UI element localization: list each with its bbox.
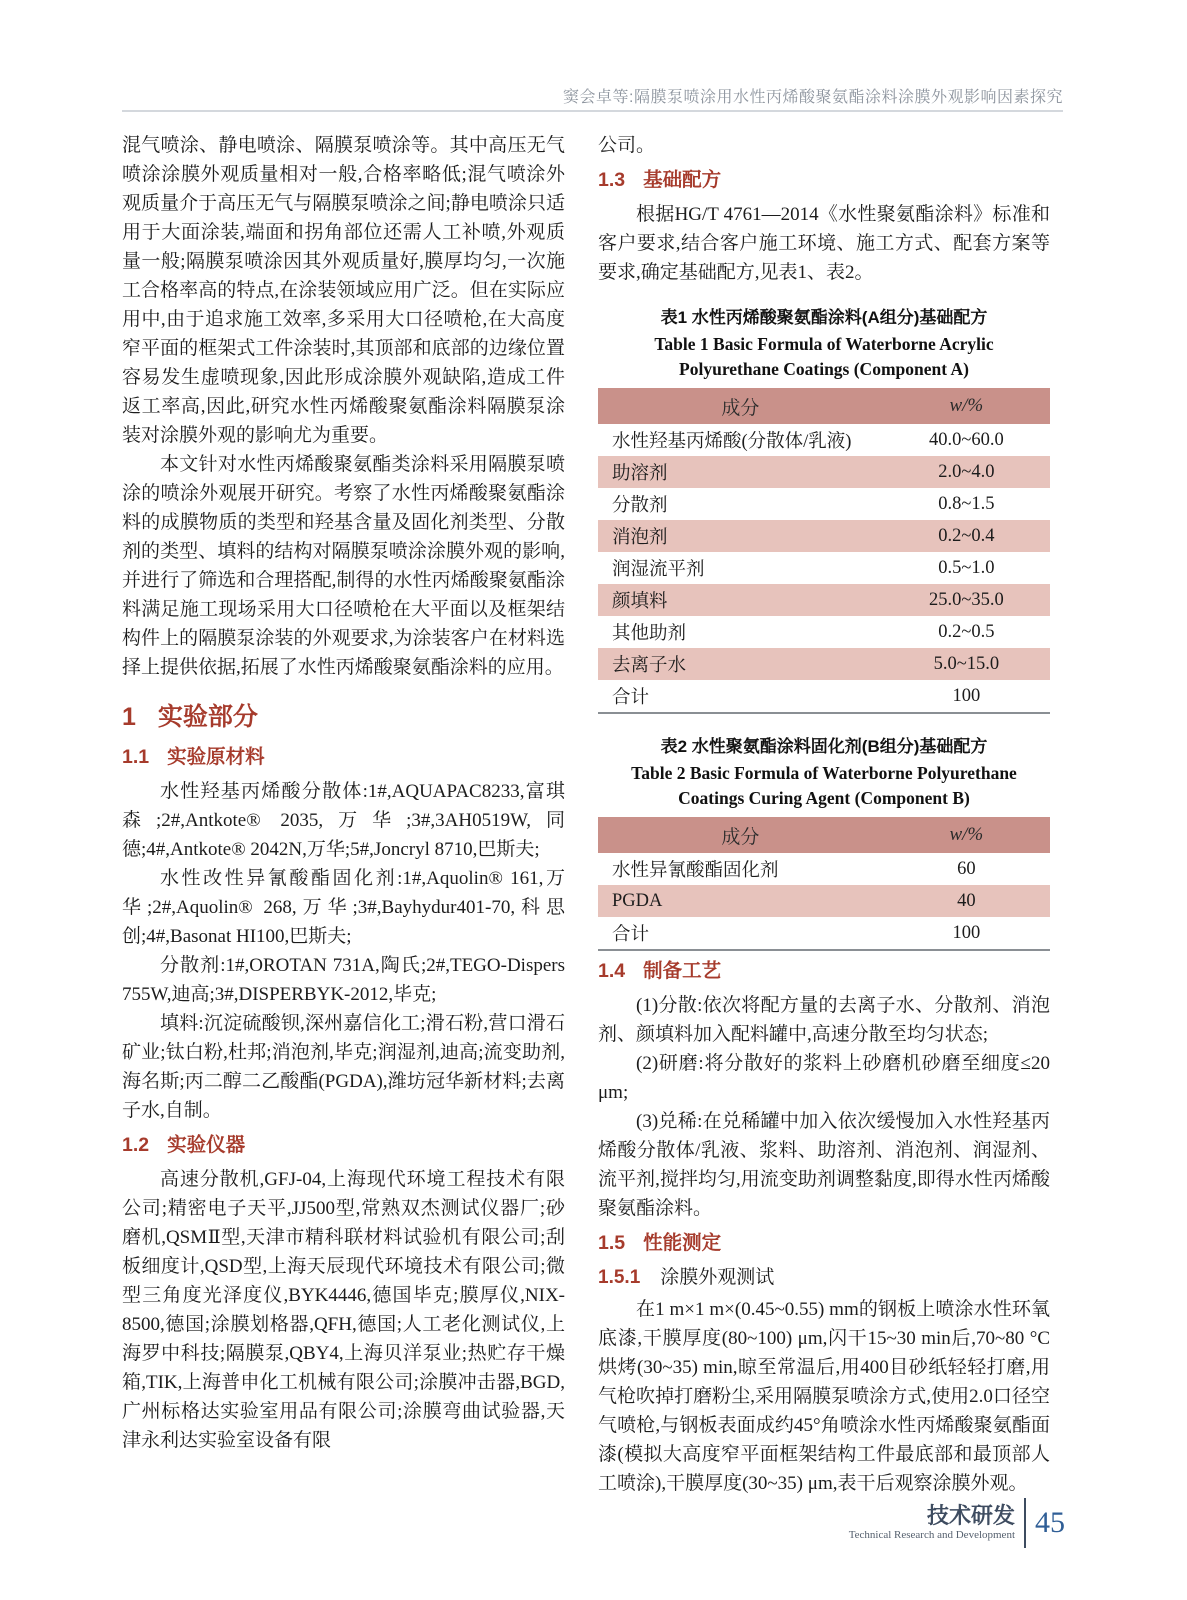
formula-paragraph: 根据HG/T 4761—2014《水性聚氨酯涂料》标准和客户要求,结合客户施工环境、施工方式、配套方案等要求,确定基础配方,见表1、表2。 [598,204,1050,283]
materials-paragraph-1: 水性羟基丙烯酸分散体:1#,AQUAPAC8233,富琪森;2#,Antkote® 2035,万华;3#,3AH0519W,同德;4#,Antkote® 2042N,万华;5#,Joncryl 8710,巴斯夫; [122,781,565,860]
table-row [598,648,1050,680]
right-column [598,131,1050,1498]
table-row [598,488,1050,520]
process-paragraph-3: (3)兑稀:在兑稀罐中加入依次缓慢加入水性羟基丙烯酸分散体/乳液、浆料、助溶剂、消泡剂、润湿剂、流平剂,搅拌均匀,用流变助剂调整黏度,即得水性丙烯酸聚氨酯涂料。 [598,1111,1050,1219]
page-footer [849,1498,1065,1548]
table-row [598,917,1050,950]
intro-paragraph-1: 混气喷涂、静电喷涂、隔膜泵喷涂等。其中高压无气喷涂涂膜外观质量相对一般,合格率略低;混气喷涂外观质量介于高压无气与隔膜泵喷涂之间;静电喷涂只适用于大面涂装,端面和拐角部位还需人工补喷,外观质量一般;隔膜泵喷涂因其外观质量好,膜厚均匀,一次施工合格率高的特点,在涂装领域应用广泛。但在实际应用中,由于追求施工效率,多采用大口径喷枪,在大高度窄平面的框架式工件涂装时,其顶部和底部的边缘位置容易发生虚喷现象,因此形成涂膜外观缺陷,造成工件返工率高,因此,研究水性丙烯酸聚氨酯涂料隔膜泵涂装对涂膜外观的影响尤为重要。 [122,135,565,446]
section-number: 1.3 [598,169,626,191]
section-number: 1.5.1 [598,1267,641,1288]
table-row [598,424,1050,456]
table-row [598,552,1050,584]
component-cell: 消泡剂 [612,528,668,548]
footer-section-en: Technical Research and Development [848,1528,1015,1541]
component-cell: 水性羟基丙烯酸(分散体/乳液) [612,432,852,452]
component-cell: 分散剂 [612,496,668,516]
section-heading-1-5 [598,1230,1050,1257]
materials-paragraph-2: 水性改性异氰酸酯固化剂:1#,Aquolin® 161,万华;2#,Aquolin® 268,万华;3#,Bayhydur401-70,科思创;4#,Basonat HI100,巴斯夫; [122,868,565,947]
table-1-caption [598,303,1050,382]
section-heading-1-2 [122,1132,565,1159]
footer-section-block [849,1504,1015,1543]
value-cell: 0.2~0.4 [938,525,995,546]
table-2-header-row [598,817,1050,853]
value-cell: 0.2~0.5 [938,621,995,642]
section-number: 1.1 [122,746,150,768]
table-1-caption-en-line1: Table 1 Basic Formula of Waterborne Acrylic [654,334,994,354]
table-1-caption-en-line2: Polyurethane Coatings (Component A) [679,359,969,379]
table-row [598,853,1050,885]
value-cell: 5.0~15.0 [933,653,1000,674]
section-heading-1-1 [122,744,565,771]
page-number: 45 [1035,1506,1065,1539]
intro-paragraph-2: 本文针对水性丙烯酸聚氨酯类涂料采用隔膜泵喷涂的喷涂外观展开研究。考察了水性丙烯酸聚氨酯涂料的成膜物质的类型和羟基含量及固化剂类型、分散剂的类型、填料的结构对隔膜泵喷涂涂膜外观的影响,并进行了筛选和合理搭配,制得的水性丙烯酸聚氨酯涂料满足施工现场采用大口径喷枪在大平面以及框架结构件上的隔膜泵涂装的外观要求,为涂装客户在材料选择上提供依据,拓展了水性丙烯酸聚氨酯涂料的应用。 [122,454,565,678]
table-2-caption-cn: 表2 水性聚氨酯涂料固化剂(B组分)基础配方 [660,737,988,756]
section-title: 实验仪器 [167,1134,246,1156]
table-1-header-row [598,388,1050,424]
section-heading-1-5-1 [598,1263,1050,1292]
section-title: 性能测定 [643,1232,722,1254]
table-2-caption-en-line2: Coatings Curing Agent (Component B) [678,788,970,808]
section-number: 1.2 [122,1134,150,1156]
process-paragraph-1: (1)分散:依次将配方量的去离子水、分散剂、消泡剂、颜填料加入配料罐中,高速分散至均匀状态; [598,995,1050,1045]
weight-header-cell: w/% [883,388,1050,424]
section-title: 制备工艺 [643,960,722,982]
component-cell: PGDA [612,890,663,911]
continuation-paragraph: 公司。 [598,135,656,156]
running-head: 窦会卓等:隔膜泵喷涂用水性丙烯酸聚氨酯涂料涂膜外观影响因素探究 [563,89,1063,106]
table-row [598,456,1050,488]
section-title: 实验部分 [157,703,258,731]
value-cell: 0.8~1.5 [938,493,995,514]
component-header-cell: 成分 [598,388,883,424]
component-cell: 助溶剂 [612,464,668,484]
footer-divider [1024,1498,1026,1548]
component-cell: 润湿流平剂 [612,560,705,580]
header-rule [122,110,1063,112]
value-cell: 25.0~35.0 [928,589,1004,610]
materials-paragraph-3: 分散剂:1#,OROTAN 731A,陶氏;2#,TEGO-Dispers 755W,迪高;3#,DISPERBYK-2012,毕克; [122,955,565,1005]
section-heading-1-4 [598,958,1050,985]
footer-section-cn: 技术研发 [926,1502,1015,1528]
table-2 [598,817,1050,951]
table-2-caption [598,732,1050,811]
value-cell: 100 [952,685,981,706]
section-heading-1-3 [598,167,1050,194]
process-paragraph-2: (2)研磨:将分散好的浆料上砂磨机砂磨至细度≤20 μm; [598,1053,1050,1103]
table-row [598,885,1050,917]
value-cell: 40 [957,890,976,911]
table-row [598,680,1050,713]
component-cell: 合计 [612,688,650,708]
table-1 [598,388,1050,714]
section-heading-1 [122,702,565,732]
left-column [122,131,565,1455]
section-title: 涂膜外观测试 [660,1267,775,1288]
component-cell: 其他助剂 [612,624,687,644]
value-cell: 60 [957,858,976,879]
value-cell: 40.0~60.0 [928,429,1004,450]
table-row [598,584,1050,616]
section-number: 1.5 [598,1232,626,1254]
table-2-caption-en-line1: Table 2 Basic Formula of Waterborne Polyurethane [631,763,1017,783]
section-number: 1 [122,703,136,731]
value-cell: 100 [952,922,981,943]
section-title: 实验原材料 [167,746,265,768]
value-cell: 0.5~1.0 [938,557,995,578]
component-cell: 水性异氰酸酯固化剂 [612,861,779,881]
materials-paragraph-4: 填料:沉淀硫酸钡,深州嘉信化工;滑石粉,营口滑石矿业;钛白粉,杜邦;消泡剂,毕克;润湿剂,迪高;流变助剂,海名斯;丙二醇二乙酸酯(PGDA),潍坊冠华新材料;去离子水,自制。 [122,1013,565,1121]
component-cell: 去离子水 [612,656,687,676]
section-number: 1.4 [598,960,626,982]
appearance-test-paragraph: 在1 m×1 m×(0.45~0.55) mm的钢板上喷涂水性环氧底漆,干膜厚度(80~100) μm,闪干15~30 min后,70~80 °C烘烤(30~35) min,晾至常温后,用400目砂纸轻轻打磨,用气枪吹掉打磨粉尘,采用隔膜泵喷涂方式,使用2.0口径空气喷枪,与钢板表面成约45°角喷涂水性丙烯酸聚氨酯面漆(模拟大高度窄平面框架结构工件最底部和最顶部人工喷涂),干膜厚度(30~35) μm,表干后观察涂膜外观。 [598,1299,1050,1494]
weight-header-cell: w/% [883,817,1050,853]
table-row [598,520,1050,552]
component-cell: 合计 [612,925,650,945]
instruments-paragraph: 高速分散机,GFJ-04,上海现代环境工程技术有限公司;精密电子天平,JJ500型,常熟双杰测试仪器厂;砂磨机,QSMⅡ型,天津市精科联材料试验机有限公司;刮板细度计,QSD型,上海天辰现代环境技术有限公司;微型三角度光泽度仪,BYK4446,德国毕克;膜厚仪,NIX-8500,德国;涂膜划格器,QFH,德国;人工老化测试仪,上海罗中科技;隔膜泵,QBY4,上海贝洋泵业;热贮存干燥箱,TIK,上海普申化工机械有限公司;涂膜冲击器,BGD,广州标格达实验室用品有限公司;涂膜弯曲试验器,天津永利达实验室设备有限 [122,1169,565,1451]
section-title: 基础配方 [643,169,722,191]
value-cell: 2.0~4.0 [938,461,995,482]
table-row [598,616,1050,648]
component-cell: 颜填料 [612,592,668,612]
component-header-cell: 成分 [598,817,883,853]
table-1-caption-cn: 表1 水性丙烯酸聚氨酯涂料(A组分)基础配方 [660,308,988,327]
